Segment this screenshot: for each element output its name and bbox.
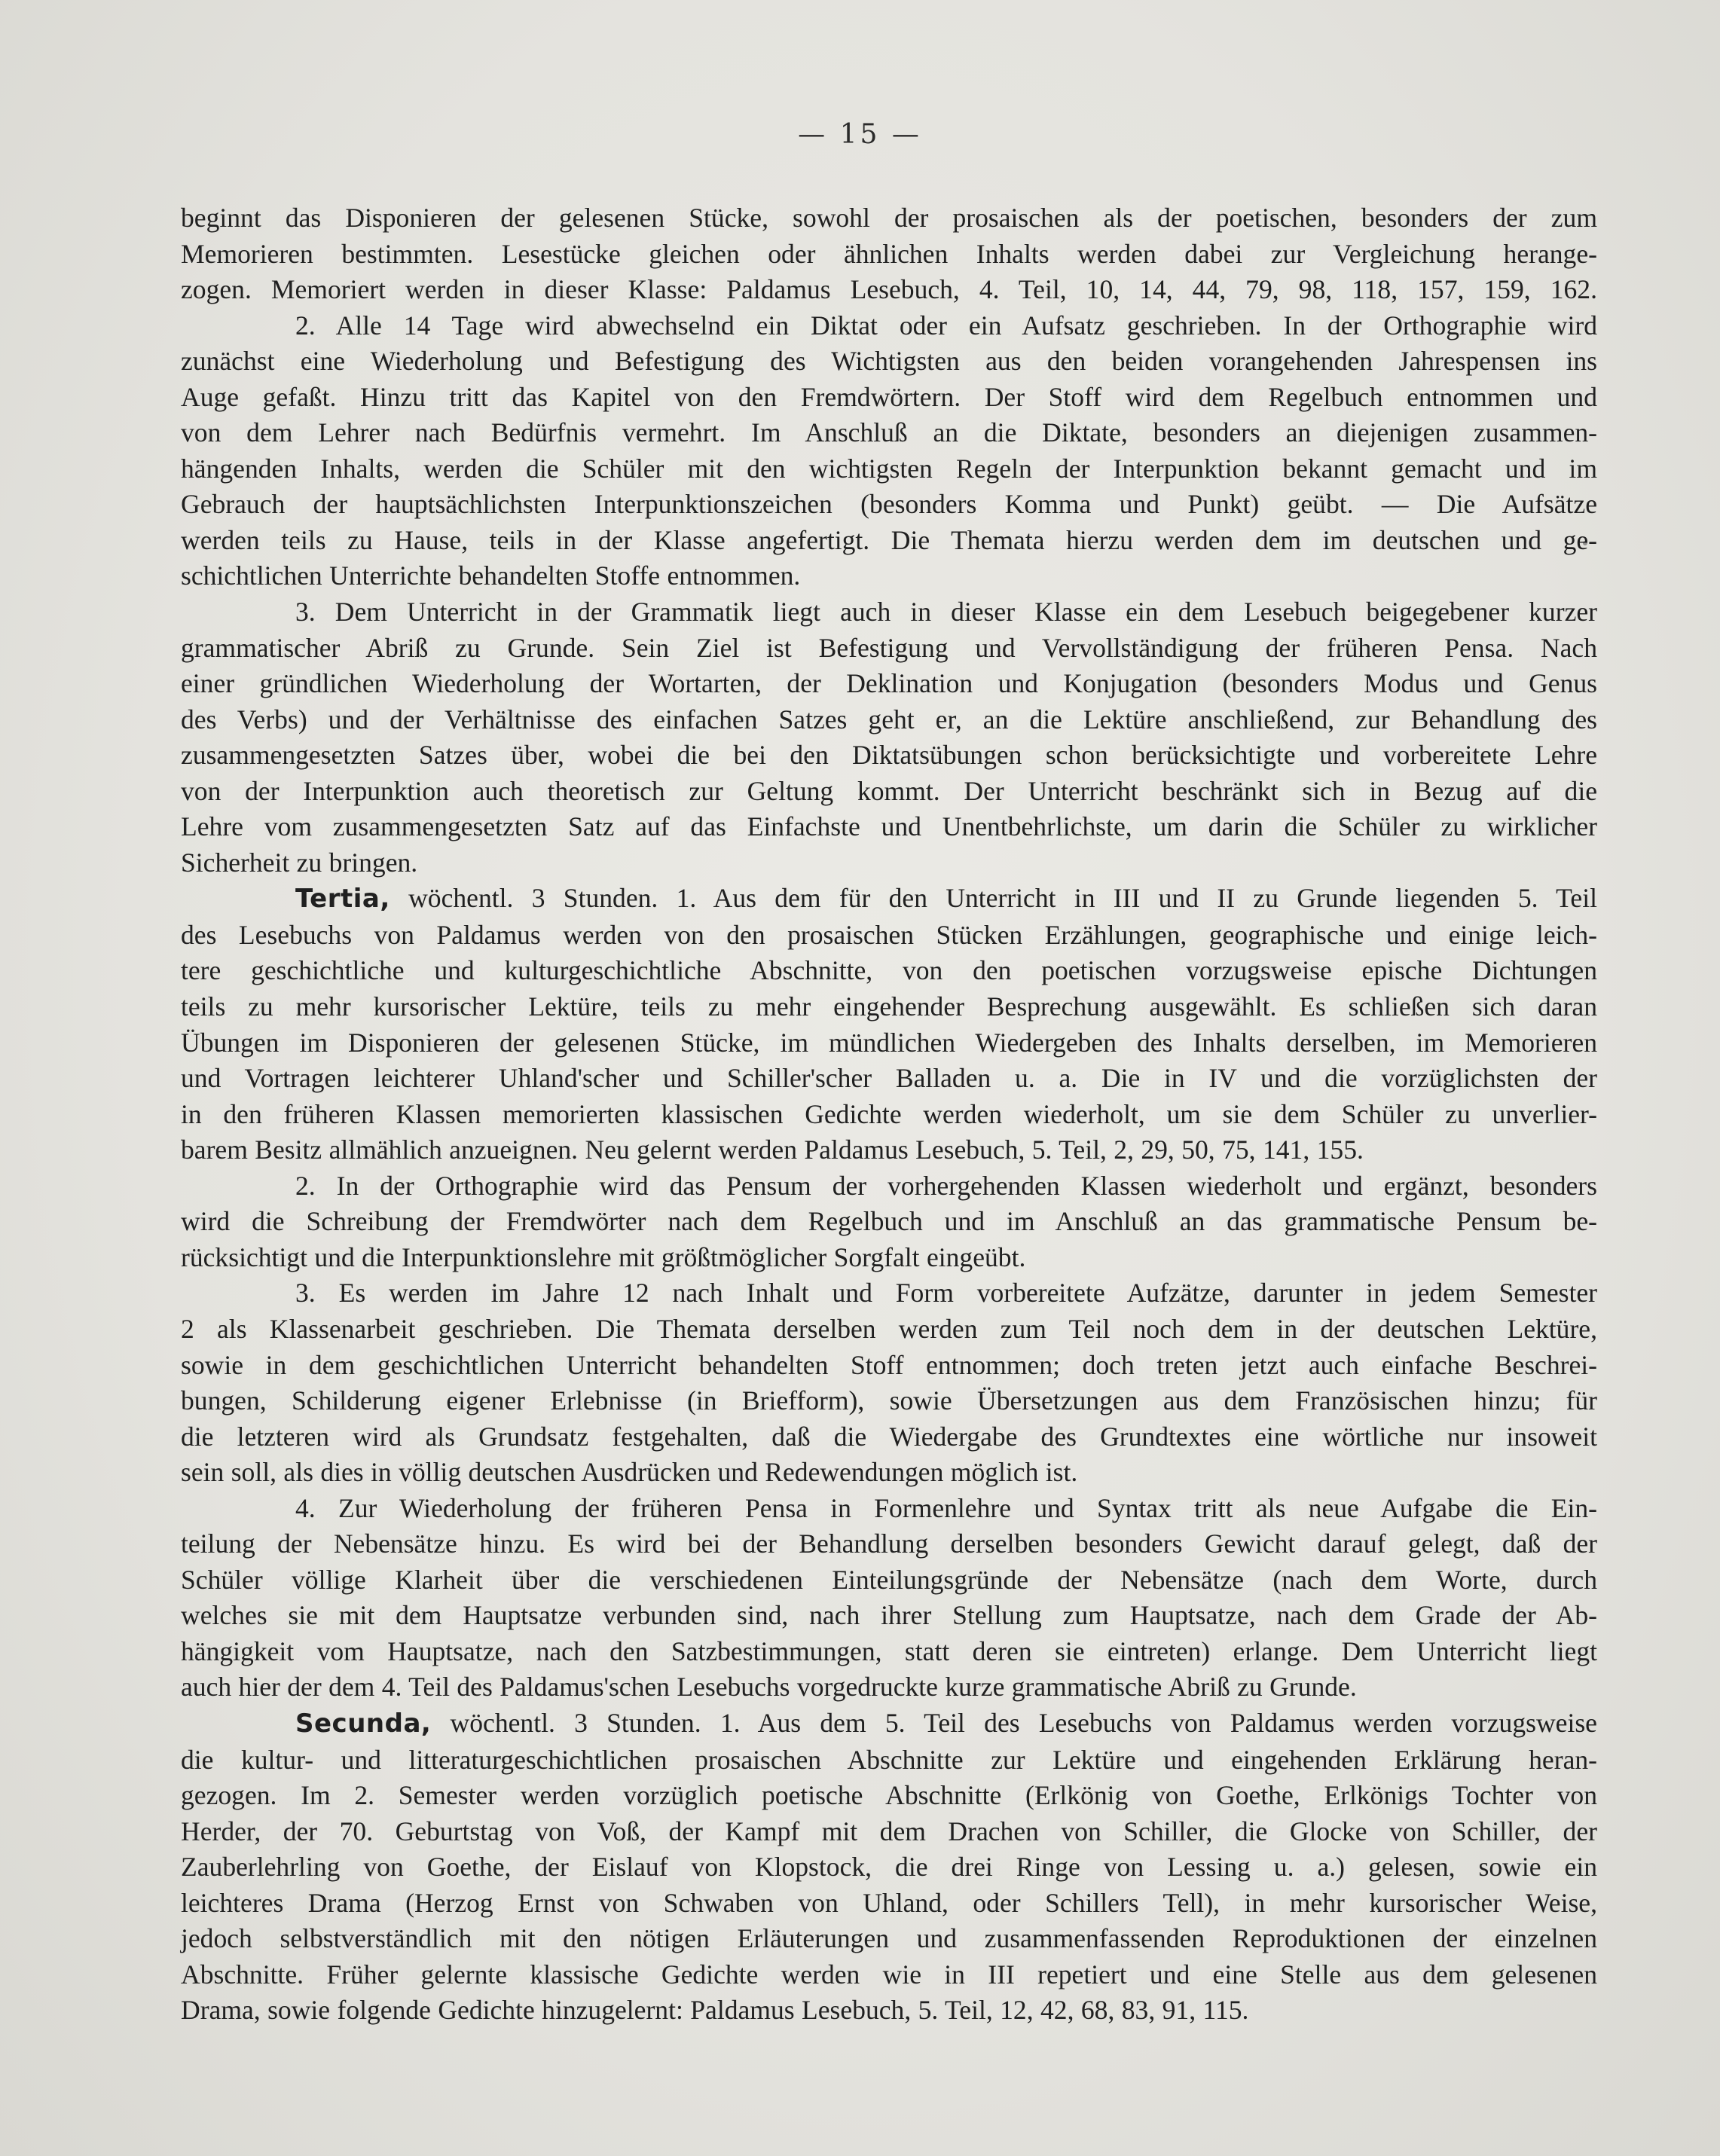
text-line: 4. Zur Wiederholung der früheren Pensa in Formenlehre und Syntax tritt als neue Aufgabe die Ein- [295, 1492, 1597, 1523]
body-text [181, 200, 1597, 2029]
page-number: — 15 — [798, 119, 922, 150]
text-line: von der Interpunktion auch theoretisch zur Geltung kommt. Der Unterricht beschränkt sich in Bezug auf die [181, 775, 1597, 806]
text-line: Übungen im Disponieren der gelesenen Stücke, im mündlichen Wiedergeben des Inhalts derselben, im Memorieren [181, 1027, 1597, 1058]
text-line: bungen, Schilderung eigener Erlebnisse (in Briefform), sowie Übersetzungen aus dem Französischen hinzu; für [181, 1385, 1597, 1416]
text-line: jedoch selbstverständlich mit den nötigen Erläuterungen und zusammenfassenden Reproduktionen der einzelnen [181, 1923, 1597, 1954]
text-line: 3. Es werden im Jahre 12 nach Inhalt und Form vorbereitete Aufzätze, darunter in jedem Semester [295, 1278, 1597, 1309]
section-heading-tertia: Tertia, [295, 884, 390, 915]
text-line: teilung der Nebensätze hinzu. Es wird bei der Behandlung derselben besonders Gewicht darauf gelegt, daß der [181, 1528, 1597, 1559]
text-line: Lehre vom zusammengesetzten Satz auf das Einfachste und Unentbehrlichste, um darin die Schüler zu wirklicher [181, 811, 1597, 842]
text-line: gezogen. Im 2. Semester werden vorzüglich poetische Abschnitte (Erlkönig von Goethe, Erlkönigs Tochter von [181, 1780, 1597, 1811]
text-line: werden teils zu Hause, teils in der Klasse angefertigt. Die Themata hierzu werden dem im deutschen und ge- [181, 524, 1597, 555]
text-line: in den früheren Klassen memorierten klassischen Gedichte werden wiederholt, um sie dem Schüler zu unverlier- [181, 1098, 1597, 1129]
text-line: leichteres Drama (Herzog Ernst von Schwaben von Uhland, oder Schillers Tell), in mehr kursorischer Weise, [181, 1887, 1597, 1918]
text-line: Gebrauch der hauptsächlichsten Interpunktionszeichen (besonders Komma und Punkt) geübt. — Die Aufsätze [181, 489, 1597, 520]
text-line: rücksichtigt und die Interpunktionslehre mit größtmöglicher Sorgfalt eingeübt. [181, 1241, 1026, 1272]
text-line: tere geschichtliche und kulturgeschichtliche Abschnitte, von den poetischen vorzugsweise epische Dichtungen [181, 955, 1597, 986]
text-line: 3. Dem Unterricht in der Grammatik liegt auch in dieser Klasse ein dem Lesebuch beigegebener kurzer [295, 597, 1597, 628]
text-line: hängigkeit vom Hauptsatze, nach den Satzbestimmungen, statt deren sie eintreten) erlange. Dem Unterricht liegt [181, 1635, 1597, 1666]
text-line: Drama, sowie folgende Gedichte hinzugelernt: Paldamus Lesebuch, 5. Teil, 12, 42, 68, 83, 91, 115. [181, 1995, 1249, 2026]
text-line: Sicherheit zu bringen. [181, 847, 418, 878]
text-line: zusammengesetzten Satzes über, wobei die bei den Diktatsübungen schon berücksichtigte und vorbereitete Lehre [181, 740, 1597, 771]
text-line: teils zu mehr kursorischer Lektüre, teils zu mehr eingehender Besprechung ausgewählt. Es schließen sich daran [181, 991, 1597, 1022]
text-line: beginnt das Disponieren der gelesenen Stücke, sowohl der prosaischen als der poetischen, besonders der zum [181, 203, 1597, 233]
text-line: und Vortragen leichterer Uhland'scher und Schiller'scher Balladen u. a. Die in IV und die vorzüglichsten der [181, 1063, 1597, 1094]
text-line: des Verbs) und der Verhältnisse des einfachen Satzes geht er, an die Lektüre anschließend, zur Behandlung des [181, 704, 1597, 734]
text-line: schichtlichen Unterrichte behandelten Stoffe entnommen. [181, 560, 801, 591]
text-line: Memorieren bestimmten. Lesestücke gleichen oder ähnlichen Inhalts werden dabei zur Vergleichung herange- [181, 238, 1597, 269]
text-line: Zauberlehrling von Goethe, der Eislauf von Klopstock, die drei Ringe von Lessing u. a.) gelesen, sowie ein [181, 1852, 1597, 1883]
text-line: die letzteren wird als Grundsatz festgehalten, daß die Wiedergabe des Grundtextes eine wörtliche nur insoweit [181, 1421, 1597, 1452]
text-line: Herder, der 70. Geburtstag von Voß, der Kampf mit dem Drachen von Schiller, die Glocke von Schiller, der [181, 1815, 1597, 1846]
section-heading-secunda: Secunda, [295, 1708, 432, 1739]
text-line: sowie in dem geschichtlichen Unterricht behandelten Stoff entnommen; doch treten jetzt auch einfache Beschrei- [181, 1349, 1597, 1380]
text-line: welches sie mit dem Hauptsatze verbunden sind, nach ihrer Stellung zum Hauptsatze, nach dem Grade der Ab- [181, 1600, 1597, 1631]
text-line: zunächst eine Wiederholung und Befestigung des Wichtigsten aus den beiden vorangehenden Jahrespensen ins [181, 346, 1597, 377]
text-line: Schüler völlige Klarheit über die verschiedenen Einteilungsgründe der Nebensätze (nach dem Worte, durch [181, 1564, 1597, 1595]
text-line: sein soll, als dies in völlig deutschen Ausdrücken und Redewendungen möglich ist. [181, 1457, 1078, 1488]
text-line: 2. In der Orthographie wird das Pensum der vorhergehenden Klassen wiederholt und ergänzt, besonders [295, 1170, 1597, 1201]
text-line: Abschnitte. Früher gelernte klassische Gedichte werden wie in III repetiert und eine Stelle aus dem gelesenen [181, 1959, 1597, 1990]
text-line: einer gründlichen Wiederholung der Wortarten, der Deklination und Konjugation (besonders Modus und Genus [181, 668, 1597, 699]
text-line: Auge gefaßt. Hinzu tritt das Kapitel von den Fremdwörtern. Der Stoff wird dem Regelbuch entnommen und [181, 381, 1597, 412]
text-line: grammatischer Abriß zu Grunde. Sein Ziel ist Befestigung und Vervollständigung der früheren Pensa. Nach [181, 632, 1597, 663]
text-line: 2. Alle 14 Tage wird abwechselnd ein Diktat oder ein Aufsatz geschrieben. In der Orthographie wird [295, 310, 1597, 341]
section-line-secunda [181, 1706, 1597, 1742]
text-line: wird die Schreibung der Fremdwörter nach dem Regelbuch und im Anschluß an das grammatische Pensum be- [181, 1206, 1597, 1237]
text-line: hängenden Inhalts, werden die Schüler mit den wichtigsten Regeln der Interpunktion bekannt gemacht und im [181, 453, 1597, 484]
text-line: zogen. Memoriert werden in dieser Klasse: Paldamus Lesebuch, 4. Teil, 10, 14, 44, 79, 98, 118, 157, 159, 162. [181, 274, 1597, 305]
text-line: barem Besitz allmählich anzueignen. Neu gelernt werden Paldamus Lesebuch, 5. Teil, 2, 29, 50, 75, 141, 155. [181, 1134, 1364, 1165]
text-line: 2 als Klassenarbeit geschrieben. Die Themata derselben werden zum Teil noch dem in der deutschen Lektüre, [181, 1313, 1597, 1344]
text-span: wöchentl. 3 Stunden. 1. Aus dem für den Unterricht in III und II zu Grunde liegenden 5. Teil [408, 883, 1597, 914]
text-line: des Lesebuchs von Paldamus werden von den prosaischen Stücken Erzählungen, geographische und einige leich- [181, 919, 1597, 950]
text-line: von dem Lehrer nach Bedürfnis vermehrt. Im Anschluß an die Diktate, besonders an diejenigen zusammen- [181, 417, 1597, 448]
text-line: auch hier der dem 4. Teil des Paldamus'schen Lesebuchs vorgedruckte kurze grammatische Abriß zu Grunde. [181, 1672, 1357, 1703]
text-span: wöchentl. 3 Stunden. 1. Aus dem 5. Teil des Lesebuchs von Paldamus werden vorzugsweise [450, 1707, 1597, 1738]
section-line-tertia [181, 881, 1597, 918]
text-line: die kultur- und litteraturgeschichtlichen prosaischen Abschnitte zur Lektüre und eingehenden Erklärung heran- [181, 1744, 1597, 1775]
